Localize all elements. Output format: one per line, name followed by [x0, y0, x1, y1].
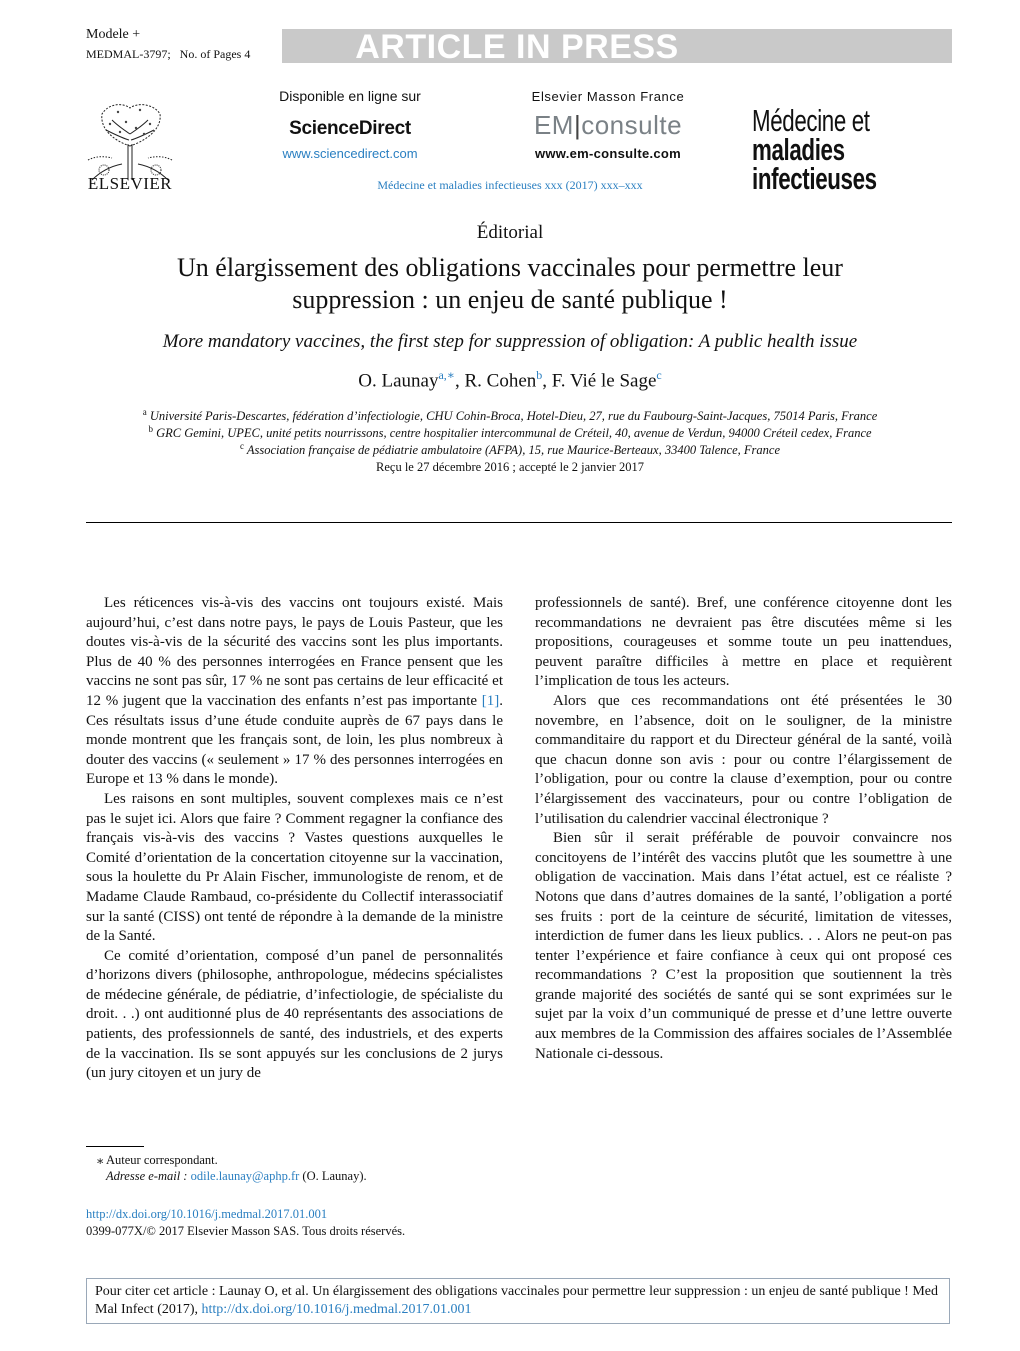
received-dates: Reçu le 27 décembre 2016 ; accepté le 2 janvier 2017: [376, 460, 644, 474]
page-count: No. of Pages 4: [179, 47, 251, 61]
em-logo-separator: |: [573, 110, 582, 140]
sciencedirect-logo: ScienceDirect: [289, 118, 411, 139]
manuscript-info: [86, 47, 250, 61]
emconsulte-link[interactable]: www.em-consulte.com: [534, 146, 682, 161]
body-paragraph: Ce comité d’orientation, composé d’un panel de personnalités d’horizons divers (philosophe, anthropologue, médecins spécialistes de médecine générale, de pédiatrie, d’infectiologie, de spécialiste du droit. . .) ont auditionné plus de 40 représentants des associations de patients, des professionnels de santé, des industriels, et des experts de la vaccination. Ils se sont appuyés sur les conclusions de 2 jurys (un jury citoyen et un jury de: [86, 947, 503, 1082]
article-subtitle: More mandatory vaccines, the first step for suppression of obligation: A public health issue: [162, 331, 858, 352]
author-separator: ,: [454, 370, 465, 392]
header-divider: [86, 522, 952, 523]
author-affiliation-mark[interactable]: a,∗: [438, 368, 455, 382]
reference-link[interactable]: [1]: [481, 692, 500, 709]
journal-citation[interactable]: Médecine et maladies infectieuses xxx (2017) xxx–xxx: [377, 178, 643, 192]
journal-logo-line2: maladies infectieuses: [752, 132, 877, 196]
doi-link[interactable]: http://dx.doi.org/10.1016/j.medmal.2017.01.001: [86, 1207, 328, 1221]
affiliation-mark: a: [142, 407, 147, 417]
citation-box: [86, 1278, 950, 1324]
body-paragraph: Les raisons en sont multiples, souvent complexes mais ce n’est pas le sujet ici. Alors que faire ? Comment regagner la confiance des français vis-à-vis des vaccins ? Vastes questions auxquelles le Comité d’orientation de la concertation citoyenne sur la vaccination, sous la houlette du Pr Alain Fischer, immunologiste de renom, et de Madame Claude Rambaud, co-présidente du Collectif interassociatif sur la santé (CISS) ont tenté de répondre à la demande de la ministre de la Santé.: [86, 790, 503, 945]
body-paragraph: Alors que ces recommandations ont été présentées le 30 novembre, en l’absence, doit on le souligner, de la ministre commanditaire du rapport et du Directeur général de la santé, voilà que chacun donne son avis : pour ou contre l’élargissement de l’obligation, pour ou contre la clause d’exemption, pour ou contre l’élargissement des vaccinateurs, pour ou contre l’obligation de l’utilisation du calendrier vaccinal électronique ?: [535, 692, 952, 827]
email-footnote: [106, 1169, 367, 1184]
affiliation-mark: c: [239, 441, 244, 451]
email-label: Adresse e-mail :: [106, 1169, 188, 1183]
em-logo-em: EM: [533, 110, 574, 140]
author-separator: ,: [542, 370, 552, 392]
affiliation: [60, 438, 960, 458]
copyright-notice: 0399-077X/© 2017 Elsevier Masson SAS. Tous droits réservés.: [86, 1224, 406, 1238]
author-name: R. Cohen: [464, 370, 537, 392]
sciencedirect-available-label: Disponible en ligne sur: [279, 88, 421, 104]
affiliation-text: Association française de pédiatrie ambulatoire (AFPA), 15, rue Maurice-Berteaux, 33400 Talence, France: [246, 443, 781, 458]
em-publisher-label: Elsevier Masson France: [531, 89, 685, 104]
paragraph-text: Les réticences vis-à-vis des vaccins ont toujours existé. Mais aujourd’hui, c’est dans notre pays, le pays de Louis Pasteur, que les doutes vis-à-vis de la sécurité des vaccins sont les plus importants. Plus de 40 % des personnes interrogées en France pensent que les vaccins ne sont pas sûr, 17 % ne sont pas certains de leur efficacité et 12 % jugent que la vaccination des enfants n’est pas importante: [86, 595, 503, 709]
article-in-press-text: ARTICLE IN PRESS: [355, 28, 679, 66]
author-name: O. Launay: [358, 370, 439, 392]
body-column-right: [535, 594, 952, 1064]
footnote-divider: [86, 1146, 144, 1147]
body-paragraph-continued: professionnels de santé). Bref, une conférence citoyenne dont les recommandations ne devraient pas être discutées même si les propositions, courageuses et somme toute un peu inattendues, peuvent paraître difficiles à mettre en place et requièrent l’implication de tous les acteurs.: [535, 595, 952, 690]
author-list: [0, 368, 1020, 392]
footnote-marker: ∗: [96, 1154, 105, 1168]
corresponding-author-note: Auteur correspondant.: [106, 1153, 218, 1167]
article-title: Un élargissement des obligations vaccinales pour permettre leur suppression : un enjeu de santé publique !: [177, 253, 843, 314]
body-paragraph: Bien sûr il serait préférable de pouvoir convaincre nos concitoyens de l’intérêt des vaccins plutôt que les soumettre à une obligation de vaccination. Mais dans l’état actuel, est ce réaliste ? Notons que dans d’autres domaines de la santé, l’obligation a porté ses fruits : port de la ceinture de sécurité, limitation de vitesses, interdiction de fumer dans les lieux publics. . . Alors ne peut-on pas tenter l’expérience et faire confiance à ceux qui ont proposé ces recommandations ? C’est la proposition que soutiennent la très grande majorité des sociétés de santé qui se sont exprimées sur le sujet par la voix d’un communiqué de presse et d’une lettre ouverte aux membres de la Commission des affaires sociales de l’Assemblée Nationale ci-dessous.: [535, 830, 952, 1062]
author-affiliation-mark[interactable]: b: [536, 368, 543, 382]
emconsulte-logo: [508, 110, 708, 141]
email-link[interactable]: odile.launay@aphp.fr: [190, 1169, 300, 1183]
author-affiliation-mark[interactable]: c: [656, 368, 662, 382]
body-paragraph: [86, 594, 503, 790]
section-label: Éditorial: [476, 222, 544, 243]
email-owner: (O. Launay).: [302, 1169, 367, 1183]
paragraph-text: . Ces résultats issus d’une étude conduite auprès de 67 pays dans le monde montrent que les français sont, de loin, les plus nombreux à douter des vaccins (« seulement » 17 % des personnes interrogées en Europe et 13 % dans le monde).: [86, 692, 503, 788]
affiliation-mark: b: [148, 424, 153, 434]
affiliation-text: Université Paris-Descartes, fédération d’infectiologie, CHU Cohin-Broca, Hotel-Dieu, 27, rue du Faubourg-Saint-Jacques, 75014 Paris, France: [149, 409, 878, 424]
author-name: F. Vié le Sage: [551, 370, 657, 392]
model-label: Modele +: [86, 27, 141, 42]
sciencedirect-link[interactable]: www.sciencedirect.com: [282, 146, 418, 161]
elsevier-wordmark: ELSEVIER: [87, 174, 173, 193]
em-logo-consulte: consulte: [581, 110, 683, 140]
journal-logo-line1: Médecine et: [752, 103, 870, 138]
body-column-left: [86, 594, 503, 1084]
citation-doi-link[interactable]: http://dx.doi.org/10.1016/j.medmal.2017.01.001: [201, 1302, 472, 1317]
affiliation-text: GRC Gemini, UPEC, unité petits nourrissons, centre hospitalier intercommunal de Créteil, 40, avenue de Verdun, 94000 Créteil cedex, France: [156, 426, 872, 441]
citation-text: Pour citer cet article : Launay O, et al. Un élargissement des obligations vaccinales pour permettre leur suppression : un enjeu de santé publique ! Med Mal Infect (2017),: [95, 1284, 938, 1317]
manuscript-id: MEDMAL-3797;: [86, 47, 171, 61]
